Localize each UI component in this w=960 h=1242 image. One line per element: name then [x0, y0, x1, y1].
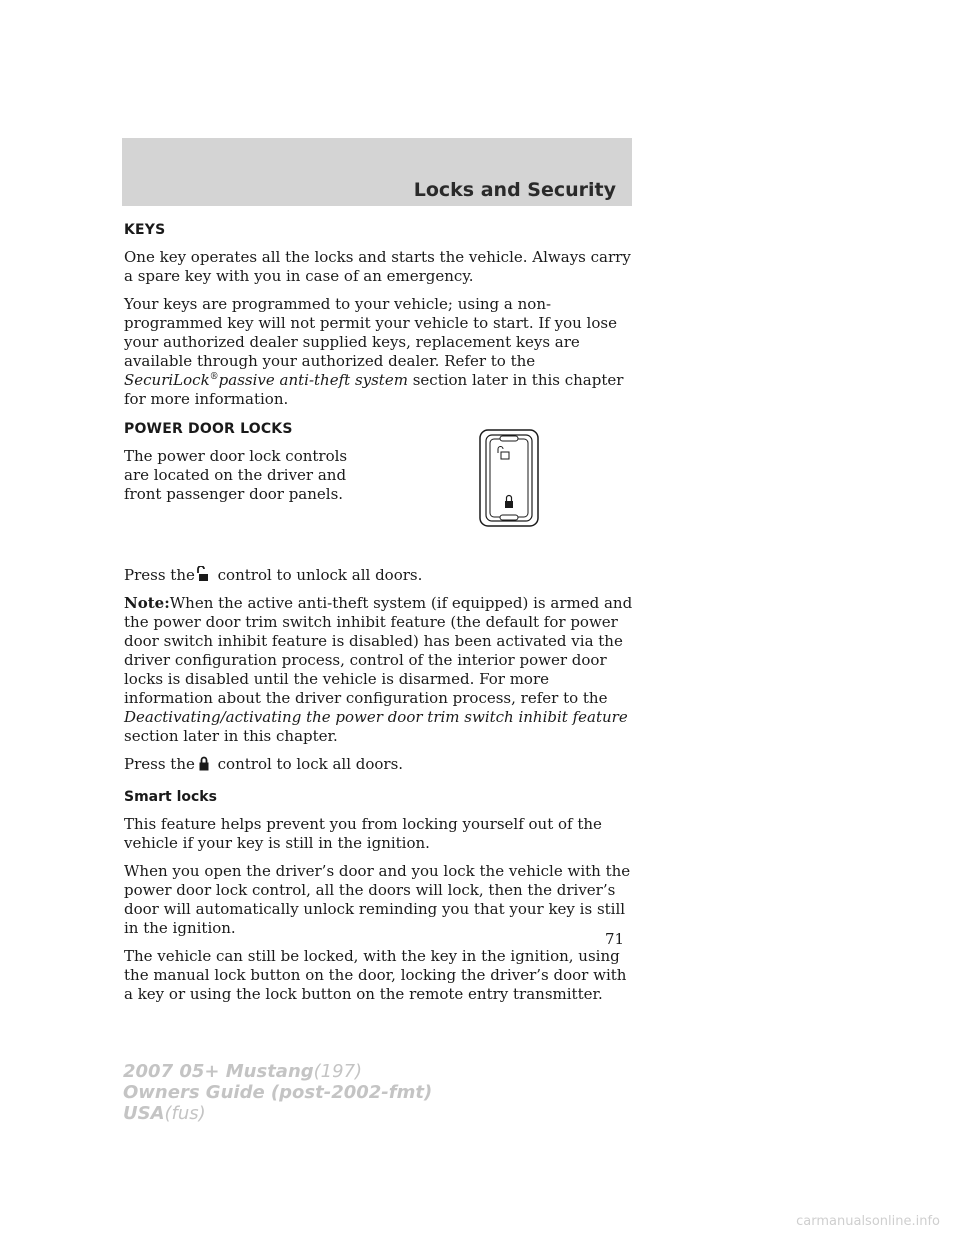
door-lock-switch-illustration [478, 428, 540, 528]
watermark: carmanualsonline.info [796, 1214, 940, 1229]
lock-icon [197, 755, 211, 771]
anti-theft-term: passive anti-theft system [218, 371, 408, 389]
securilock-term: SecuriLock [124, 371, 210, 389]
chapter-header-band [122, 138, 632, 206]
power-locks-intro: The power door lock controls are located on the driver and front passenger door panels. [124, 447, 348, 503]
unlock-text-a: Press the [124, 566, 195, 584]
footer-guide: Owners Guide (post-2002-fmt) [123, 1082, 433, 1103]
keys-paragraph-2 [124, 295, 636, 409]
keys-paragraph-1: One key operates all the locks and starts the vehicle. Always carry a spare key with you in case of an emergency. [124, 248, 631, 285]
page-content [124, 221, 636, 1013]
chapter-title: Locks and Security [413, 179, 616, 201]
unlock-instruction [124, 566, 636, 585]
page-number: 71 [605, 930, 625, 948]
lock-text-a: Press the [124, 755, 195, 773]
smart-locks-paragraph-3: The vehicle can still be locked, with the key in the ignition, using the manual lock button on the door, locking the driver’s door with a key or using the lock button on the remote entry transmitter. [124, 947, 627, 1003]
footer-model: 2007 05+ Mustang [123, 1061, 314, 1082]
smart-locks-paragraph-1: This feature helps prevent you from locking yourself out of the vehicle if your key is still in the ignition. [124, 815, 602, 852]
section-heading-power-door-locks: POWER DOOR LOCKS [124, 421, 293, 437]
keys-paragraph-2-text: Your keys are programmed to your vehicle; using a non-programmed key will not permit your vehicle to start. If you lose your authorized dealer supplied keys, replacement keys are available through your authorized dealer. Refer to the [124, 295, 617, 370]
note-reference: Deactivating/activating the power door trim switch inhibit feature [124, 708, 628, 726]
unlock-icon [197, 566, 211, 582]
footer-line-1 [123, 1061, 432, 1082]
registered-mark: ® [209, 372, 219, 382]
note-paragraph [124, 594, 636, 746]
lock-instruction [124, 755, 636, 774]
note-label: Note: [124, 594, 170, 612]
document-footer [123, 1061, 432, 1124]
footer-model-code: (197) [313, 1061, 363, 1082]
footer-line-2 [123, 1082, 432, 1103]
section-heading-keys: KEYS [124, 222, 166, 238]
unlock-text-b: control to unlock all doors. [217, 566, 423, 584]
smart-locks-paragraph-2: When you open the driver’s door and you lock the vehicle with the power door lock control, all the doors will lock, then the driver’s door will automatically unlock reminding you that your key is still in the ignition. [124, 862, 631, 937]
footer-line-3 [123, 1103, 432, 1124]
note-text-end: section later in this chapter. [124, 727, 338, 745]
keys-paragraph-2-end: section later in this chapter for more information. [124, 371, 624, 408]
section-heading-smart-locks: Smart locks [124, 789, 217, 805]
footer-market-code: (fus) [164, 1103, 206, 1124]
footer-market: USA [123, 1103, 165, 1124]
note-text: When the active anti-theft system (if equipped) is armed and the power door trim switch inhibit feature (the default for power door switch inhibit feature is disabled) has been activated via the driver configuration process, control of the interior power door locks is disabled until the vehicle is disarmed. For more information about the driver configuration process, refer to the [124, 594, 633, 707]
lock-text-b: control to lock all doors. [217, 755, 404, 773]
